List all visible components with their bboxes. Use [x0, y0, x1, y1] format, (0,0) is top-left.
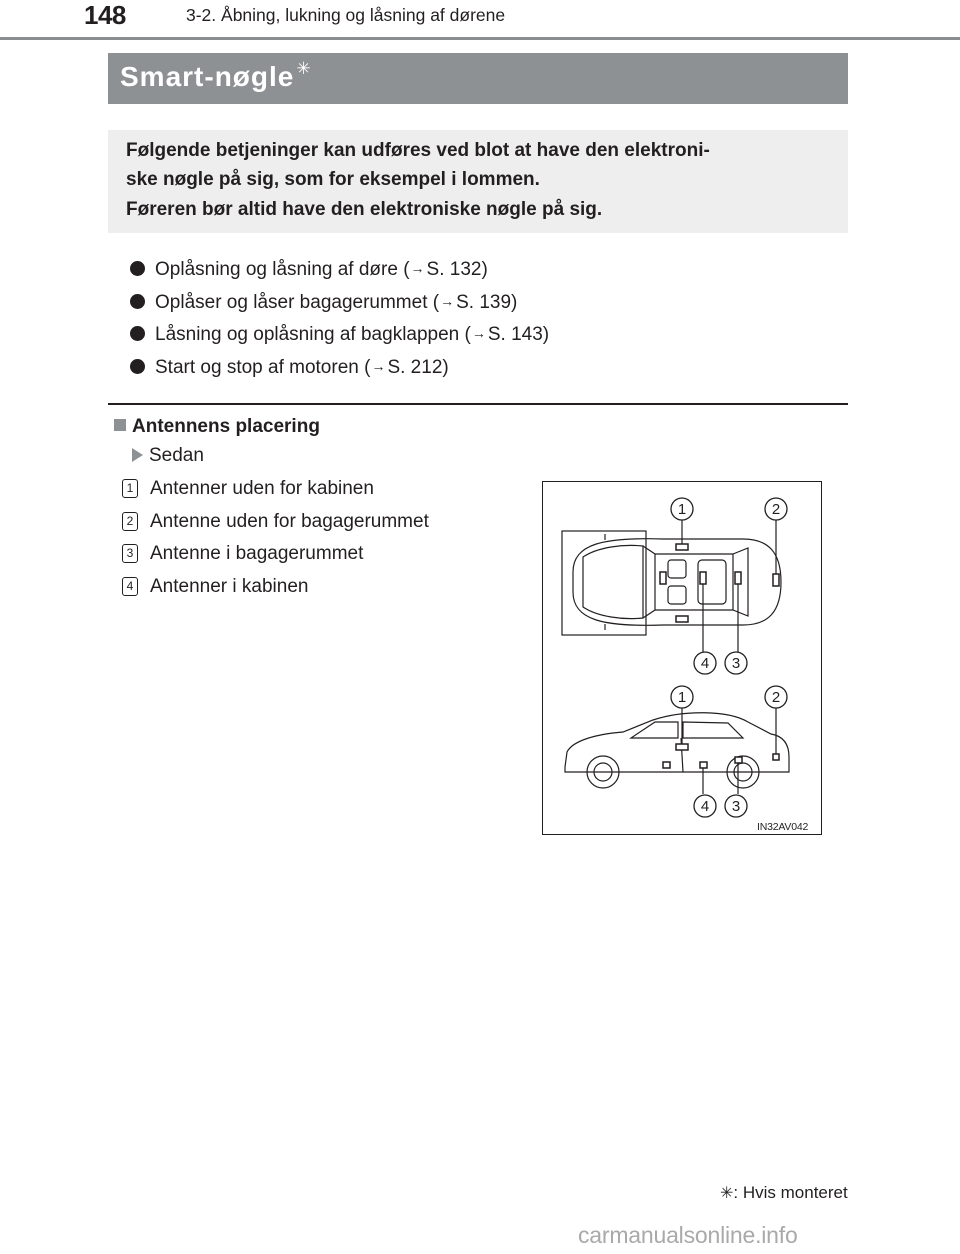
antenna-marker — [735, 757, 742, 763]
bullet-text: Oplåser og låser bagagerummet ( — [155, 292, 440, 313]
legend-number: 1 — [122, 479, 138, 498]
intro-line: Følgende betjeninger kan udføres ved blot at have den elektroni- — [126, 140, 710, 161]
page-reference[interactable]: S. 143) — [487, 324, 550, 345]
sub-heading — [132, 445, 204, 467]
footnote — [720, 1183, 848, 1203]
seat — [668, 560, 686, 578]
car-hood — [583, 545, 643, 618]
windshield — [643, 546, 655, 618]
callout-label: 2 — [771, 501, 781, 518]
legend-item — [122, 543, 363, 565]
asterisk-mark: ✳ — [296, 59, 312, 78]
antenna-marker — [660, 572, 666, 584]
bullet-icon — [130, 359, 145, 374]
callout-label: 3 — [731, 655, 741, 672]
section-heading — [114, 416, 320, 438]
legend-item — [122, 511, 429, 533]
antenna-marker — [676, 616, 688, 622]
front-side-window — [631, 722, 678, 738]
right-arrow-icon: → — [440, 293, 455, 309]
callout-label: 1 — [677, 689, 687, 706]
running-head: 3-2. Åbning, lukning og låsning af dørene — [186, 5, 506, 25]
bullet-item — [130, 292, 517, 314]
legend-label: Antenner uden for kabinen — [150, 478, 374, 499]
antenna-marker — [735, 572, 741, 584]
header-rule — [0, 37, 960, 40]
sub-heading-text: Sedan — [149, 445, 204, 466]
bullet-text: Låsning og oplåsning af bagklappen ( — [155, 324, 471, 345]
rear-side-window — [683, 722, 743, 738]
seat — [668, 586, 686, 604]
antenna-marker — [700, 762, 707, 768]
legend-label: Antenner i kabinen — [150, 576, 309, 597]
section-rule — [108, 403, 848, 405]
intro-line: ske nøgle på sig, som for eksempel i lommen. — [126, 169, 540, 190]
callout-label: 1 — [677, 501, 687, 518]
legend-number: 3 — [122, 544, 138, 563]
asterisk-icon: ✳ — [720, 1185, 734, 1202]
right-arrow-icon: → — [471, 325, 486, 341]
legend-label: Antenne uden for bagagerummet — [150, 511, 429, 532]
bullet-item — [130, 324, 549, 346]
right-arrow-icon: → — [410, 260, 425, 276]
legend-label: Antenne i bagagerummet — [150, 543, 364, 564]
car-illustration — [543, 482, 820, 833]
intro-line: Føreren bør altid have den elektroniske nøgle på sig. — [126, 199, 603, 220]
callout-label: 2 — [771, 689, 781, 706]
page-number: 148 — [84, 0, 126, 30]
gray-square-icon — [114, 419, 126, 431]
legend-number: 4 — [122, 577, 138, 596]
page-title-text: Smart-nøgle — [120, 61, 295, 92]
gray-triangle-icon — [132, 448, 143, 462]
antenna-marker — [676, 744, 688, 750]
page-reference[interactable]: S. 132) — [426, 259, 488, 280]
antenna-marker — [663, 762, 670, 768]
bullet-text: Start og stop af motoren ( — [155, 357, 371, 378]
bullet-icon — [130, 261, 145, 276]
cabin-inset-frame — [562, 531, 646, 635]
antenna-marker — [700, 572, 706, 584]
antenna-marker — [773, 754, 779, 760]
page-title — [120, 61, 312, 93]
antenna-marker — [676, 544, 688, 550]
page-reference[interactable]: S. 212) — [387, 357, 449, 378]
bullet-text: Oplåsning og låsning af døre ( — [155, 259, 410, 280]
figure-code: IN32AV042 — [757, 821, 809, 833]
bullet-icon — [130, 294, 145, 309]
right-arrow-icon: → — [371, 358, 386, 374]
watermark: carmanualsonline.info — [578, 1222, 798, 1248]
antenna-marker — [773, 574, 779, 586]
bullet-item — [130, 357, 449, 379]
bullet-icon — [130, 326, 145, 341]
callout-label: 4 — [700, 798, 710, 815]
callout-label: 3 — [731, 798, 741, 815]
page-reference[interactable]: S. 139) — [456, 292, 518, 313]
car-top-body — [573, 539, 781, 626]
section-heading-text: Antennens placering — [132, 416, 320, 437]
intro-box — [108, 130, 848, 233]
legend-item — [122, 478, 374, 500]
title-bar — [108, 53, 848, 104]
footnote-text: : Hvis monteret — [733, 1183, 848, 1202]
callout-label: 4 — [700, 655, 710, 672]
bullet-item — [130, 259, 488, 281]
legend-number: 2 — [122, 512, 138, 531]
legend-item — [122, 576, 308, 598]
antenna-figure — [542, 481, 822, 835]
